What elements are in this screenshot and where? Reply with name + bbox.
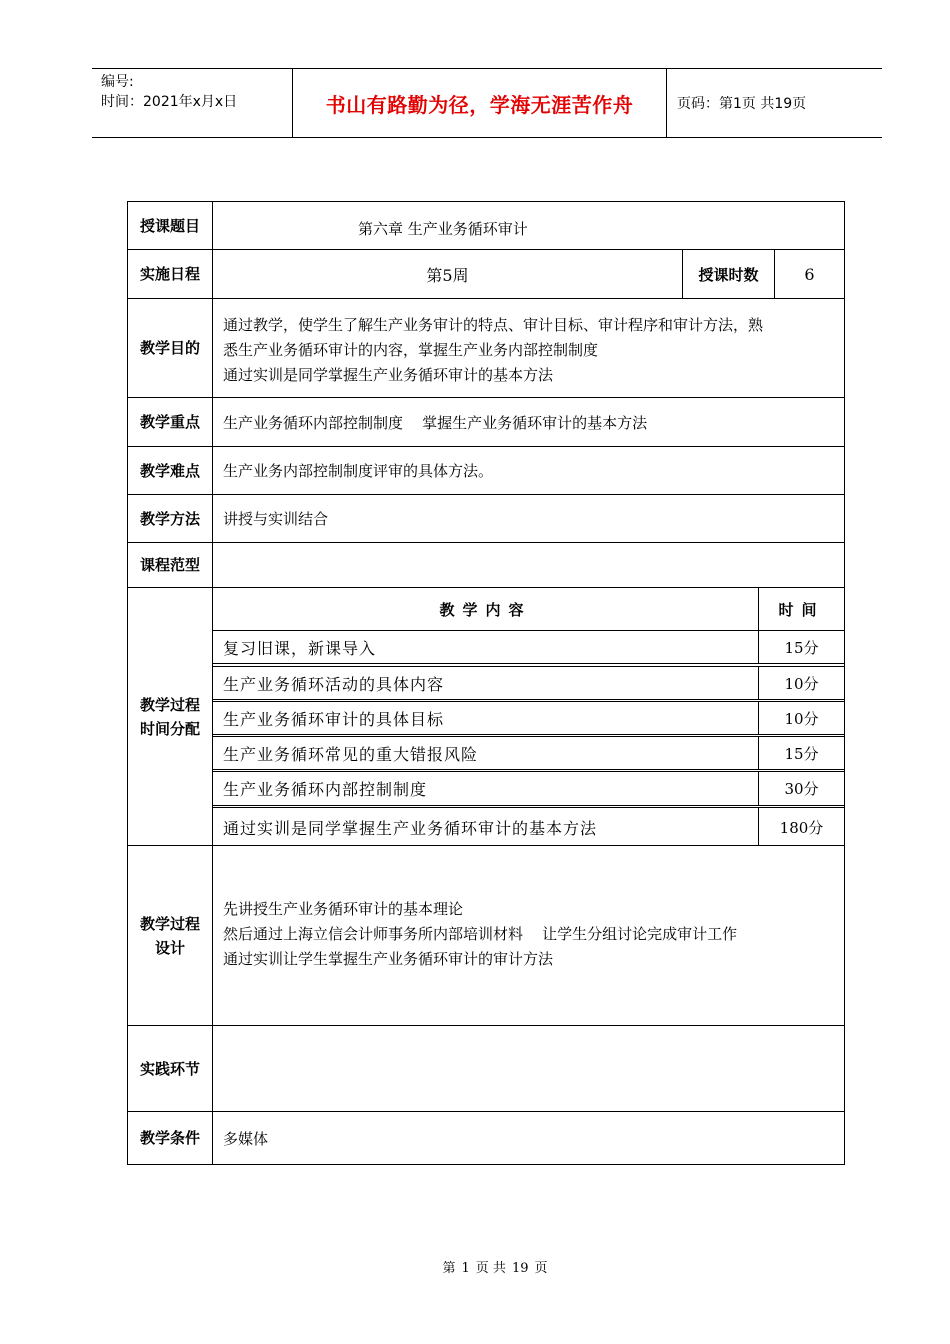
conditions-value: 多媒体 — [223, 1129, 269, 1148]
method-value: 讲授与实训结合 — [223, 510, 329, 528]
header-page-cell — [667, 69, 882, 137]
schedule-topic: 生产业务循环常见的重大错报风险 — [223, 744, 479, 764]
design-label — [128, 846, 213, 1025]
row-difficulties — [128, 447, 844, 495]
lesson-plan-table — [127, 201, 845, 1165]
schedule-row — [213, 666, 844, 700]
schedule-value: 第5周 — [213, 250, 683, 298]
row-practice — [128, 1026, 844, 1112]
row-design — [128, 846, 844, 1026]
difficulties-label: 教学难点 — [128, 447, 213, 494]
content-header: 教学内容 — [439, 600, 532, 619]
objective-line: 悉生产业务循环审计的内容，掌握生产业务内部控制制度 — [223, 341, 599, 359]
row-objective — [128, 299, 844, 398]
practice-label: 实践环节 — [128, 1026, 213, 1111]
footer-page-number: 1 — [461, 1261, 470, 1276]
time-header: 时间 — [758, 588, 844, 630]
template-label: 课程范型 — [128, 543, 213, 587]
schedule-row — [213, 807, 844, 846]
footer-mid: 页 共 — [475, 1261, 506, 1276]
key-points-label: 教学重点 — [128, 398, 213, 446]
schedule-time: 10分 — [758, 667, 844, 699]
schedule-row — [213, 701, 844, 735]
hours-label: 授课时数 — [683, 250, 775, 298]
key-points-value: 生产业务循环内部控制制度 掌握生产业务循环审计的基本方法 — [223, 413, 648, 432]
schedule-row — [213, 736, 844, 770]
page-info: 页码：第1页 共19页 — [677, 96, 807, 112]
objective-label: 教学目的 — [128, 299, 213, 397]
schedule-time: 180分 — [758, 808, 844, 846]
practice-value — [223, 1026, 836, 1111]
row-time-allocation — [128, 588, 844, 846]
schedule-topic: 生产业务循环审计的具体目标 — [223, 709, 445, 729]
schedule-time: 10分 — [758, 702, 844, 734]
row-key-points — [128, 398, 844, 447]
design-label-line2: 设计 — [154, 938, 185, 957]
schedule-label: 实施日程 — [128, 250, 213, 298]
document-header — [92, 68, 882, 138]
time-allocation-label — [128, 588, 213, 845]
footer-prefix: 第 — [442, 1261, 456, 1276]
schedule-time: 15分 — [758, 631, 844, 663]
topic-value: 第六章 生产业务循环审计 — [358, 220, 528, 238]
time-label: 时间：2021年x月x日 — [101, 94, 238, 110]
header-meta-cell — [92, 69, 292, 137]
row-method — [128, 495, 844, 543]
conditions-label: 教学条件 — [128, 1112, 213, 1164]
schedule-topic: 生产业务循环活动的具体内容 — [223, 674, 445, 694]
schedule-topic: 通过实训是同学掌握生产业务循环审计的基本方法 — [223, 818, 598, 838]
row-conditions — [128, 1112, 844, 1164]
method-label: 教学方法 — [128, 495, 213, 542]
schedule-row — [213, 771, 844, 806]
schedule-time: 15分 — [758, 737, 844, 769]
objective-line: 通过实训是同学掌握生产业务循环审计的基本方法 — [223, 366, 554, 384]
page-footer — [0, 1257, 950, 1276]
row-schedule — [128, 250, 844, 299]
topic-label: 授课题目 — [128, 202, 213, 249]
difficulties-value: 生产业务内部控制制度评审的具体方法。 — [223, 462, 494, 480]
design-line: 先讲授生产业务循环审计的基本理论 — [223, 900, 464, 918]
design-line: 通过实训让学生掌握生产业务循环审计的审计方法 — [223, 950, 554, 968]
header-motto-cell — [292, 69, 667, 137]
design-label-line1: 教学过程 — [139, 914, 200, 933]
hours-value: 6 — [804, 264, 815, 284]
schedule-header-row — [213, 588, 844, 631]
time-allocation-label-line2: 时间分配 — [139, 719, 200, 738]
row-topic — [128, 202, 844, 250]
schedule-topic: 复习旧课，新课导入 — [223, 638, 377, 658]
footer-suffix: 页 — [534, 1261, 548, 1276]
design-line: 然后通过上海立信会计师事务所内部培训材料 让学生分组讨论完成审计工作 — [223, 925, 738, 943]
row-template — [128, 543, 844, 588]
objective-line: 通过教学，使学生了解生产业务审计的特点、审计目标、审计程序和审计方法，熟 — [223, 316, 764, 334]
objective-text — [223, 299, 836, 411]
time-allocation-label-line1: 教学过程 — [139, 695, 200, 714]
schedule-row — [213, 631, 844, 664]
schedule-time: 30分 — [758, 772, 844, 805]
footer-total-pages: 19 — [511, 1261, 529, 1276]
serial-label: 编号: — [101, 74, 134, 90]
template-value — [223, 543, 836, 587]
schedule-topic: 生产业务循环内部控制制度 — [223, 780, 428, 799]
schedule-table — [213, 588, 844, 845]
motto-text: 书山有路勤为径，学海无涯苦作舟 — [325, 93, 634, 117]
